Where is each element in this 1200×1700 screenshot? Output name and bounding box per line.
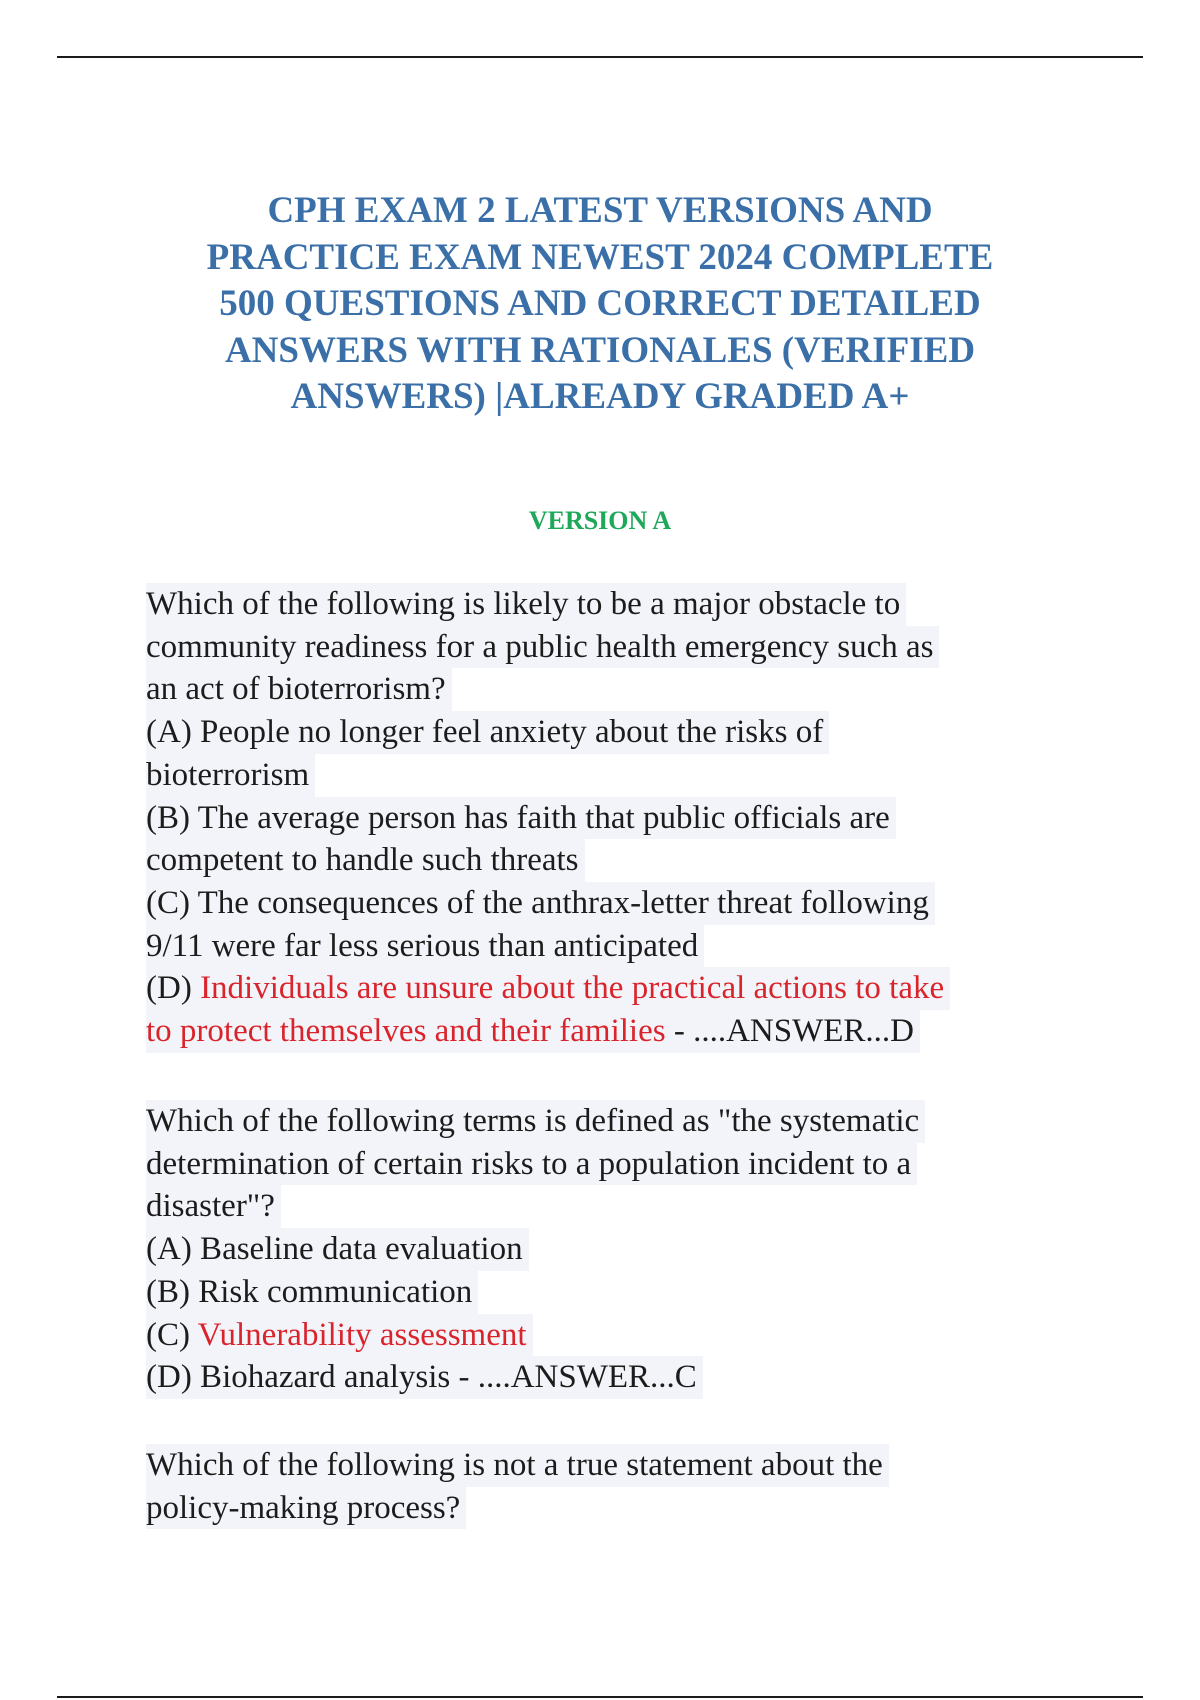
option-d: (D) Biohazard analysis - ....ANSWER...C — [146, 1356, 703, 1399]
option-c-prefix: (C) — [146, 1316, 198, 1353]
question-stem: Which of the following is likely to be a major obstacle to — [146, 583, 906, 626]
correct-answer-text: Individuals are unsure about the practical actions to take — [200, 970, 945, 1007]
document-title — [110, 188, 1090, 421]
option-d — [146, 1010, 920, 1053]
option-b: (B) Risk communication — [146, 1271, 478, 1314]
question-stem: policy-making process? — [146, 1487, 466, 1530]
top-rule — [57, 56, 1143, 58]
option-c: (C) The consequences of the anthrax-letter threat following — [146, 882, 935, 925]
question-1 — [146, 583, 1066, 1053]
option-c — [146, 1314, 533, 1357]
title-line: ANSWERS WITH RATIONALES (VERIFIED — [224, 329, 976, 371]
question-2 — [146, 1100, 1066, 1399]
question-stem: an act of bioterrorism? — [146, 668, 452, 711]
question-stem: Which of the following terms is defined as "the systematic — [146, 1100, 925, 1143]
answer-key: - ....ANSWER...D — [665, 1013, 914, 1050]
option-a: (A) Baseline data evaluation — [146, 1228, 529, 1271]
correct-answer-text: to protect themselves and their families — [146, 1013, 666, 1050]
option-a: bioterrorism — [146, 754, 315, 797]
option-d-prefix: (D) — [146, 970, 201, 1007]
option-d — [146, 967, 950, 1010]
correct-answer-text: Vulnerability assessment — [197, 1316, 527, 1353]
bottom-rule — [57, 1696, 1143, 1698]
title-line: PRACTICE EXAM NEWEST 2024 COMPLETE — [206, 236, 994, 278]
question-stem: determination of certain risks to a population incident to a — [146, 1143, 917, 1186]
option-a: (A) People no longer feel anxiety about the risks of — [146, 711, 829, 754]
title-line: 500 QUESTIONS AND CORRECT DETAILED — [219, 283, 981, 324]
title-line: ANSWERS) |ALREADY GRADED A+ — [290, 376, 910, 417]
option-c: 9/11 were far less serious than anticipated — [146, 925, 704, 968]
option-b: competent to handle such threats — [146, 839, 585, 882]
question-stem: disaster"? — [146, 1185, 281, 1228]
question-3 — [146, 1444, 1066, 1529]
option-b: (B) The average person has faith that public officials are — [146, 797, 896, 840]
question-stem: Which of the following is not a true statement about the — [146, 1444, 889, 1487]
question-stem: community readiness for a public health emergency such as — [146, 626, 939, 669]
version-label: VERSION A — [528, 506, 672, 535]
title-line: CPH EXAM 2 LATEST VERSIONS AND — [267, 190, 933, 231]
